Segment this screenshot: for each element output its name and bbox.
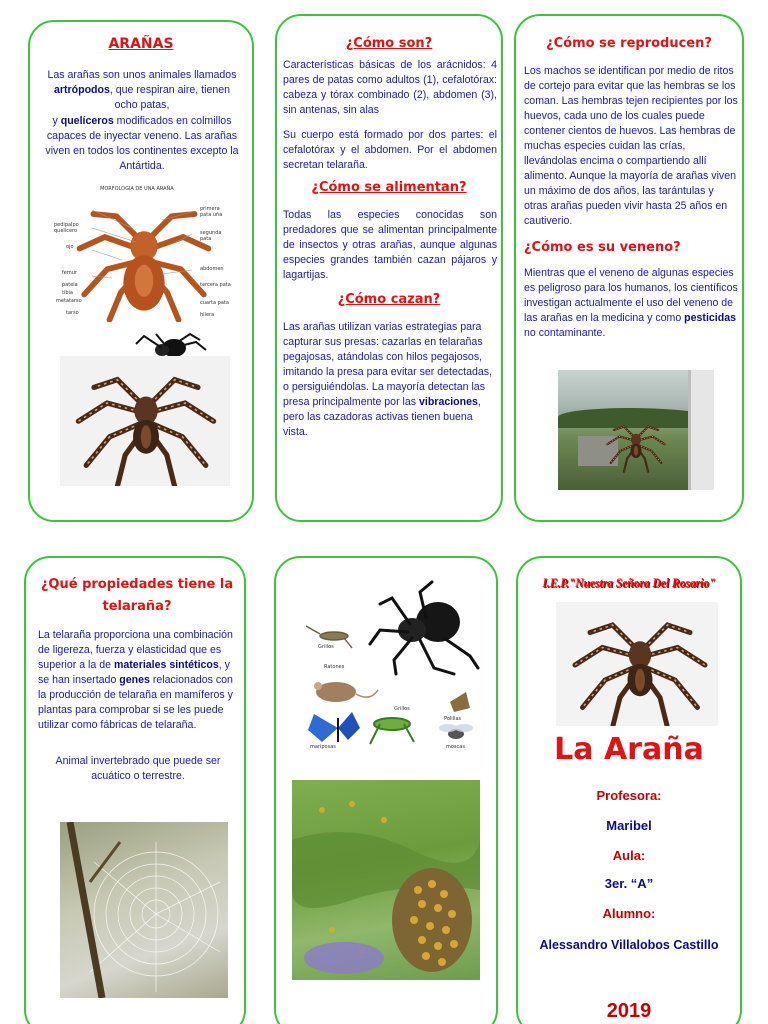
school-name: I.E.P."Nuestra Señora Del Rosario" — [542, 576, 716, 590]
telarana-text: La telaraña proporciona una combinación de ligereza, fuerza y elasticidad que es superior a la de materiales sintéticos, y se han insertado genes relacionados con la producción de telaraña en mamíferos y plantas para comprobar si se les puede utilizar como fábricas de telaraña. — [38, 629, 233, 731]
label-moscas: moscas — [446, 744, 465, 750]
butterfly-drawing — [308, 712, 360, 742]
cover-spider-photo — [556, 602, 718, 726]
spider-anatomy-diagram — [52, 182, 232, 322]
diagram-title: MORFOLOGIA DE UNA ARAÑA — [100, 186, 174, 192]
label-hilera: hilera — [200, 312, 215, 318]
room-label: Aula: — [612, 848, 646, 863]
black-spider-photo — [130, 330, 210, 356]
label-pedipalpo: pedipalpo quelícero — [54, 222, 79, 234]
label-ojo: ojo — [66, 244, 74, 250]
label-metatarso: metatarso — [56, 298, 82, 304]
title-como-se-reproducen: ¿Cómo se reproducen? — [546, 36, 712, 51]
artropodos-term: artrópodos — [53, 84, 110, 96]
panel-presas — [274, 556, 498, 1024]
alimentan-text: Todas las especies conocidas son predadores que se alimentan principalmente de insectos y otras arañas, aunque algunas especies grandes también cazan pájaros y lagartijas. — [283, 209, 497, 281]
title-propiedades-telarana: ¿Qué propiedades tiene la telaraña? — [40, 577, 234, 614]
year: 2019 — [606, 1000, 652, 1022]
label-polillas: Polillas — [444, 716, 462, 722]
brown-spider-photo — [60, 356, 230, 486]
panel-telarana — [24, 556, 246, 1024]
cazan-text: Las arañas utilizan varias estrategias para capturar sus presas: cazarlas en telarañas pegajosas, atándolas con hilos pegajosos, imitando la presa para evitar ser detectadas, o persiguiéndolas. La mayoría detectan las presa principalmente por las vibraciones, pero las cazadoras activas tienen buena vista. — [283, 321, 493, 438]
queliceros-text: y quelíceros modificados en colmillos capaces de inyectar veneno. Las arañas viven en todos los continentes excepto la Antártida. — [45, 115, 239, 172]
label-patela: patela — [62, 282, 78, 288]
label-tibia: tibia — [62, 290, 73, 296]
panel-reproducen — [514, 14, 744, 522]
black-spider-drawing — [370, 582, 478, 674]
title-como-es-su-veneno: ¿Cómo es su veneno? — [524, 240, 681, 255]
label-mariposas: mariposas — [310, 744, 336, 750]
moth-drawing — [450, 692, 470, 712]
queliceros-term: quelíceros — [60, 115, 114, 127]
student-label: Alumno: — [602, 906, 656, 921]
reproducen-text: Los machos se identifican por medio de ritos de cortejo para evitar que las hembras se los coman. Las hembras tejen recipientes por los huevos, cada uno de los cuales puede contener cientos de huevos. Las hembras de muchas especies cuidan las crías, llevándolas encima o compartiendo allí alimento. Aunque la mayoría de arañas viven un máximo de dos años, las tarántulas y otras arañas pueden vivir hasta 25 años en cautiverio. — [524, 65, 738, 227]
spider-web-photo — [60, 822, 228, 998]
teacher-label: Profesora: — [596, 788, 662, 803]
panel-aranas — [28, 20, 254, 522]
panel-cover — [516, 556, 742, 1024]
pesticidas-term: pesticidas — [684, 312, 736, 324]
label-femur: femur — [62, 270, 77, 276]
intro-text: Las arañas son unos animales llamados artrópodos, que respiran aire, tienen ocho patas, — [47, 69, 237, 111]
title-como-cazan: ¿Cómo cazan? — [337, 292, 441, 307]
label-segunda-pata: segunda pata — [200, 230, 222, 242]
teacher-name: Maribel — [606, 818, 652, 833]
student-name: Alessandro Villalobos Castillo — [539, 938, 719, 952]
title-como-se-alimentan: ¿Cómo se alimentan? — [311, 180, 467, 195]
caracteristicas-text: Características básicas de los arácnidos: 4 pares de patas como adultos (1), cefalotórax: cabeza y tórax combinado (2), abdomen (3), sin antenas, sin alas — [283, 59, 497, 116]
label-grillos-1: Grillos — [318, 644, 334, 650]
materiales-term: materiales sintéticos — [113, 659, 219, 671]
room-value: 3er. “A” — [604, 876, 654, 891]
veneno-text: Mientras que el veneno de algunas especies es peligroso para los humanos, los científicos investigan actualmente el uso del veneno de las arañas en la medicina y como pesticidas no contaminante. — [524, 267, 738, 339]
grasshopper-drawing — [370, 718, 414, 744]
window-spider-photo — [558, 370, 714, 490]
cuerpo-text: Su cuerpo está formado por dos partes: el cefalotórax y el abdomen. Por el abdomen secretan telaraña. — [283, 129, 497, 171]
label-abdomen: abdomen — [200, 266, 224, 272]
label-primera-pata: primera pata uña — [200, 206, 223, 218]
label-cuarta-pata: cuarta pata — [200, 300, 229, 306]
fly-drawing — [439, 724, 473, 739]
panel-title: ARAÑAS — [108, 36, 174, 52]
invertebrado-text: Animal invertebrado que puede ser acuático o terrestre. — [55, 755, 221, 782]
prey-collage — [294, 578, 484, 754]
cover-title: La Araña — [554, 732, 704, 767]
label-ratones: Ratones — [324, 664, 345, 670]
label-tarso: tarso — [66, 310, 79, 316]
genes-term: genes — [119, 674, 150, 686]
mouse-drawing — [314, 682, 378, 702]
label-tercera-pata: tercera pata — [200, 282, 231, 288]
spiderlings-photo — [292, 780, 480, 980]
label-grillos-2: Grillos — [394, 706, 410, 712]
title-como-son: ¿Cómo son? — [345, 36, 433, 51]
vibraciones-term: vibraciones — [419, 396, 478, 408]
panel-como-son — [275, 14, 503, 522]
